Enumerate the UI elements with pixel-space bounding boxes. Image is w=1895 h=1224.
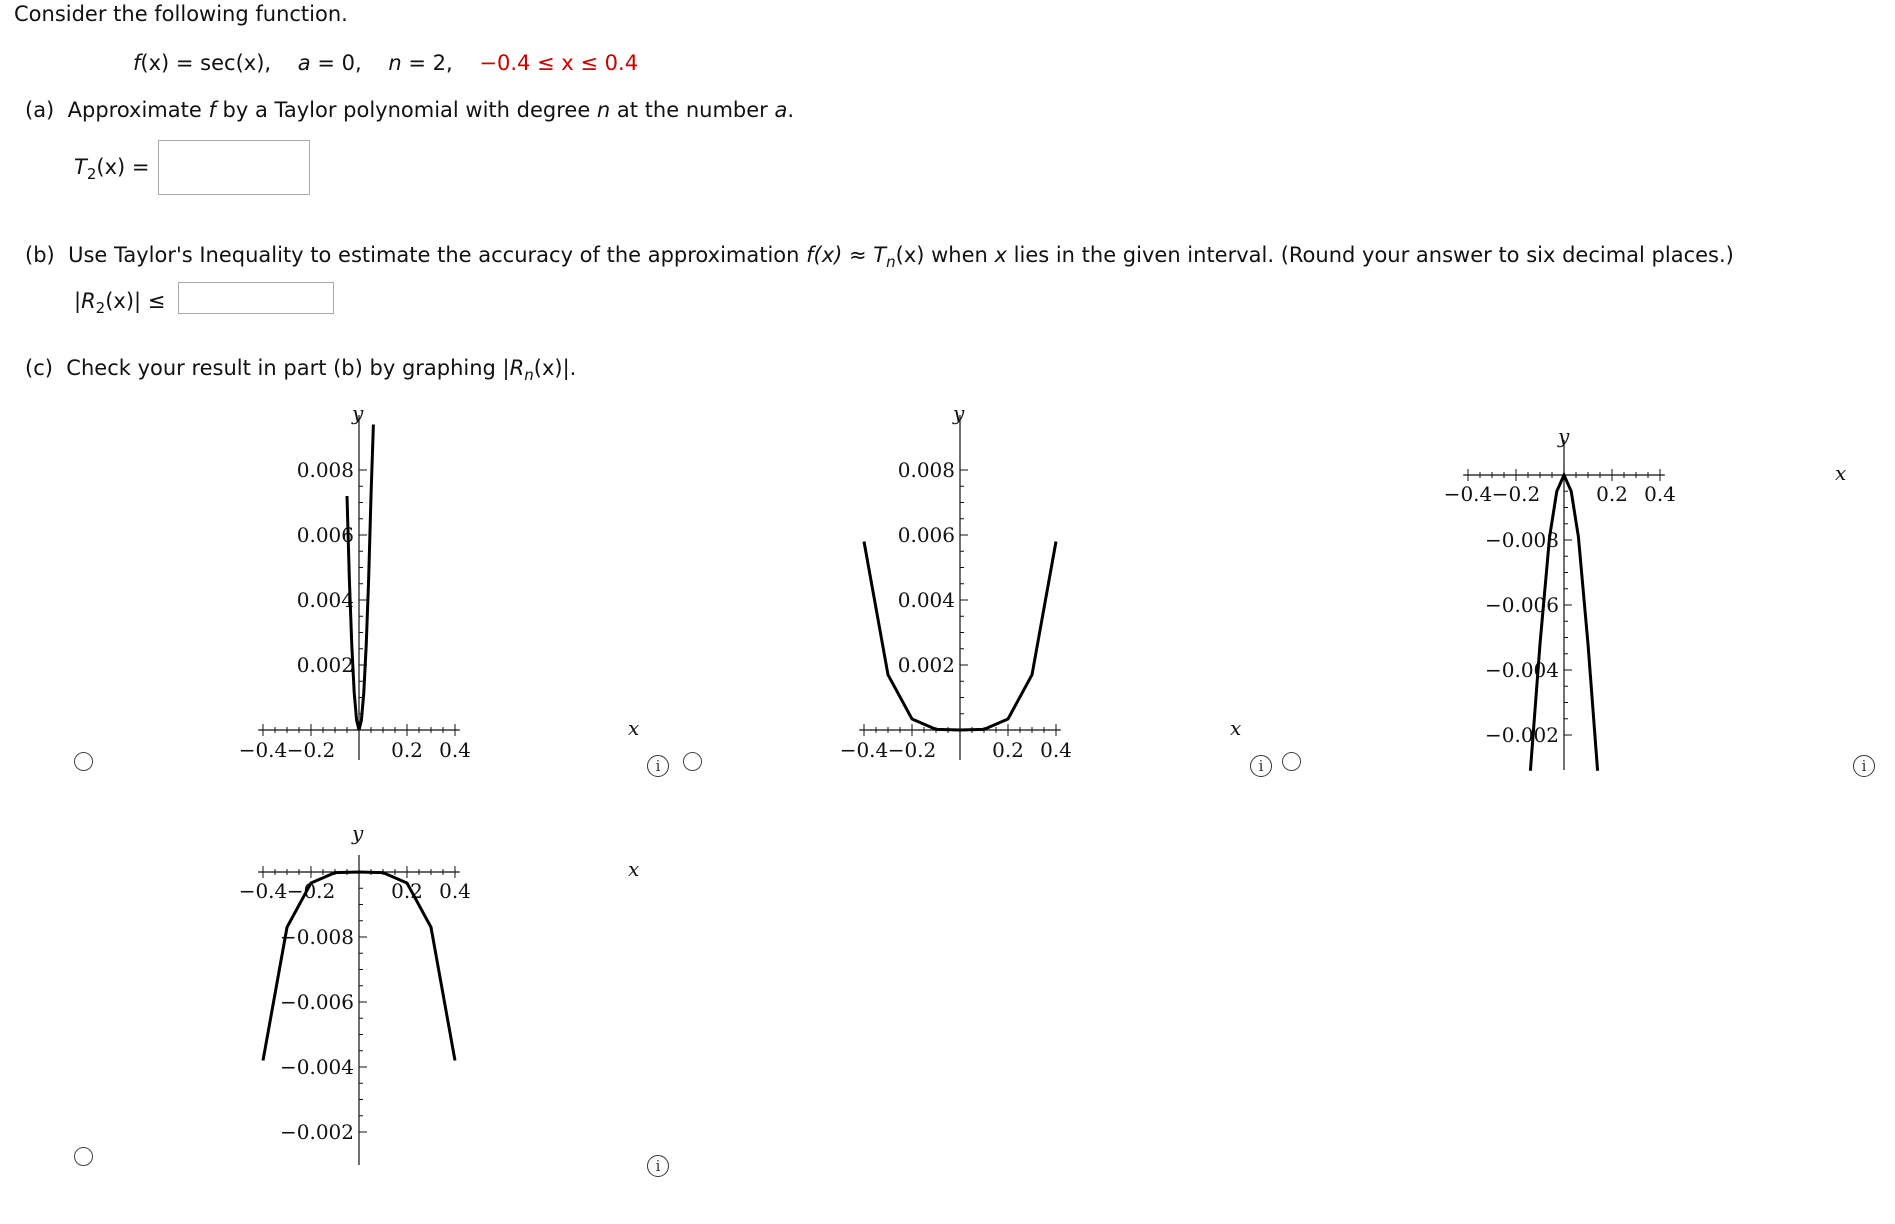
y-axis-label: y	[352, 821, 364, 845]
x-tick-label: −0.4	[238, 879, 288, 903]
y-tick-label: 0.002	[897, 653, 955, 677]
y-tick-label: −0.004	[1484, 658, 1559, 682]
x-tick-label: 0.2	[1596, 482, 1628, 506]
part-b-lhs: $|R_2(x)|$ ≤	[74, 289, 166, 318]
y-tick-label: 0.004	[897, 588, 955, 612]
x-tick-label: −0.2	[1491, 482, 1541, 506]
x-tick-label: −0.4	[238, 738, 288, 762]
part-c-question: (c) Check your result in part (b) by graphing $|R_n(x)|$.	[25, 356, 577, 385]
y-tick-label: −0.006	[279, 990, 354, 1014]
y-tick-label: −0.002	[279, 1120, 354, 1144]
x-tick-label: 0.4	[439, 879, 471, 903]
y-axis-label: y	[953, 401, 965, 425]
y-tick-label: −0.004	[279, 1055, 354, 1079]
x-tick-label: −0.2	[286, 879, 336, 903]
y-tick-label: 0.008	[296, 458, 354, 482]
y-tick-label: 0.004	[296, 588, 354, 612]
x-tick-label: 0.2	[992, 738, 1024, 762]
y-tick-label: 0.006	[897, 523, 955, 547]
intro-text: Consider the following function.	[14, 2, 348, 26]
part-b-question: (b) Use Taylor's Inequality to estimate the accuracy of the approximation $f(x) \approx T_n(x)$ when x lies in the given interval. (Round your answer to six decimal places.)	[25, 243, 1734, 272]
y-tick-label: 0.008	[897, 458, 955, 482]
x-tick-label: 0.2	[391, 879, 423, 903]
x-tick-label: −0.2	[887, 738, 937, 762]
x-axis-label: x	[1230, 716, 1242, 740]
x-tick-label: 0.4	[1040, 738, 1072, 762]
given-function: f(x) = sec(x), a = 0, n = 2, −0.4 ≤ x ≤ 0.4	[133, 51, 639, 75]
y-tick-label: −0.008	[1484, 528, 1559, 552]
part-a-question: (a) Approximate f by a Taylor polynomial with degree n at the number a.	[25, 98, 795, 122]
info-icon[interactable]: i	[647, 755, 669, 777]
x-tick-label: −0.4	[839, 738, 889, 762]
y-tick-label: 0.006	[296, 523, 354, 547]
interval: −0.4 ≤ x ≤ 0.4	[479, 51, 639, 75]
x-axis-label: x	[628, 716, 640, 740]
info-icon[interactable]: i	[647, 1155, 669, 1177]
info-icon[interactable]: i	[1250, 755, 1272, 777]
x-tick-label: −0.2	[286, 738, 336, 762]
y-axis-label: y	[1558, 424, 1570, 448]
x-tick-label: 0.2	[391, 738, 423, 762]
x-axis-label: x	[1835, 461, 1847, 485]
y-tick-label: −0.008	[279, 925, 354, 949]
y-tick-label: −0.002	[1484, 723, 1559, 747]
info-icon[interactable]: i	[1853, 755, 1875, 777]
x-tick-label: −0.4	[1443, 482, 1493, 506]
x-axis-label: x	[628, 857, 640, 881]
y-tick-label: −0.006	[1484, 593, 1559, 617]
x-tick-label: 0.4	[1644, 482, 1676, 506]
y-tick-label: 0.002	[296, 653, 354, 677]
x-tick-label: 0.4	[439, 738, 471, 762]
part-a-lhs: $T_2(x)$ =	[74, 155, 150, 184]
y-axis-label: y	[352, 401, 364, 425]
